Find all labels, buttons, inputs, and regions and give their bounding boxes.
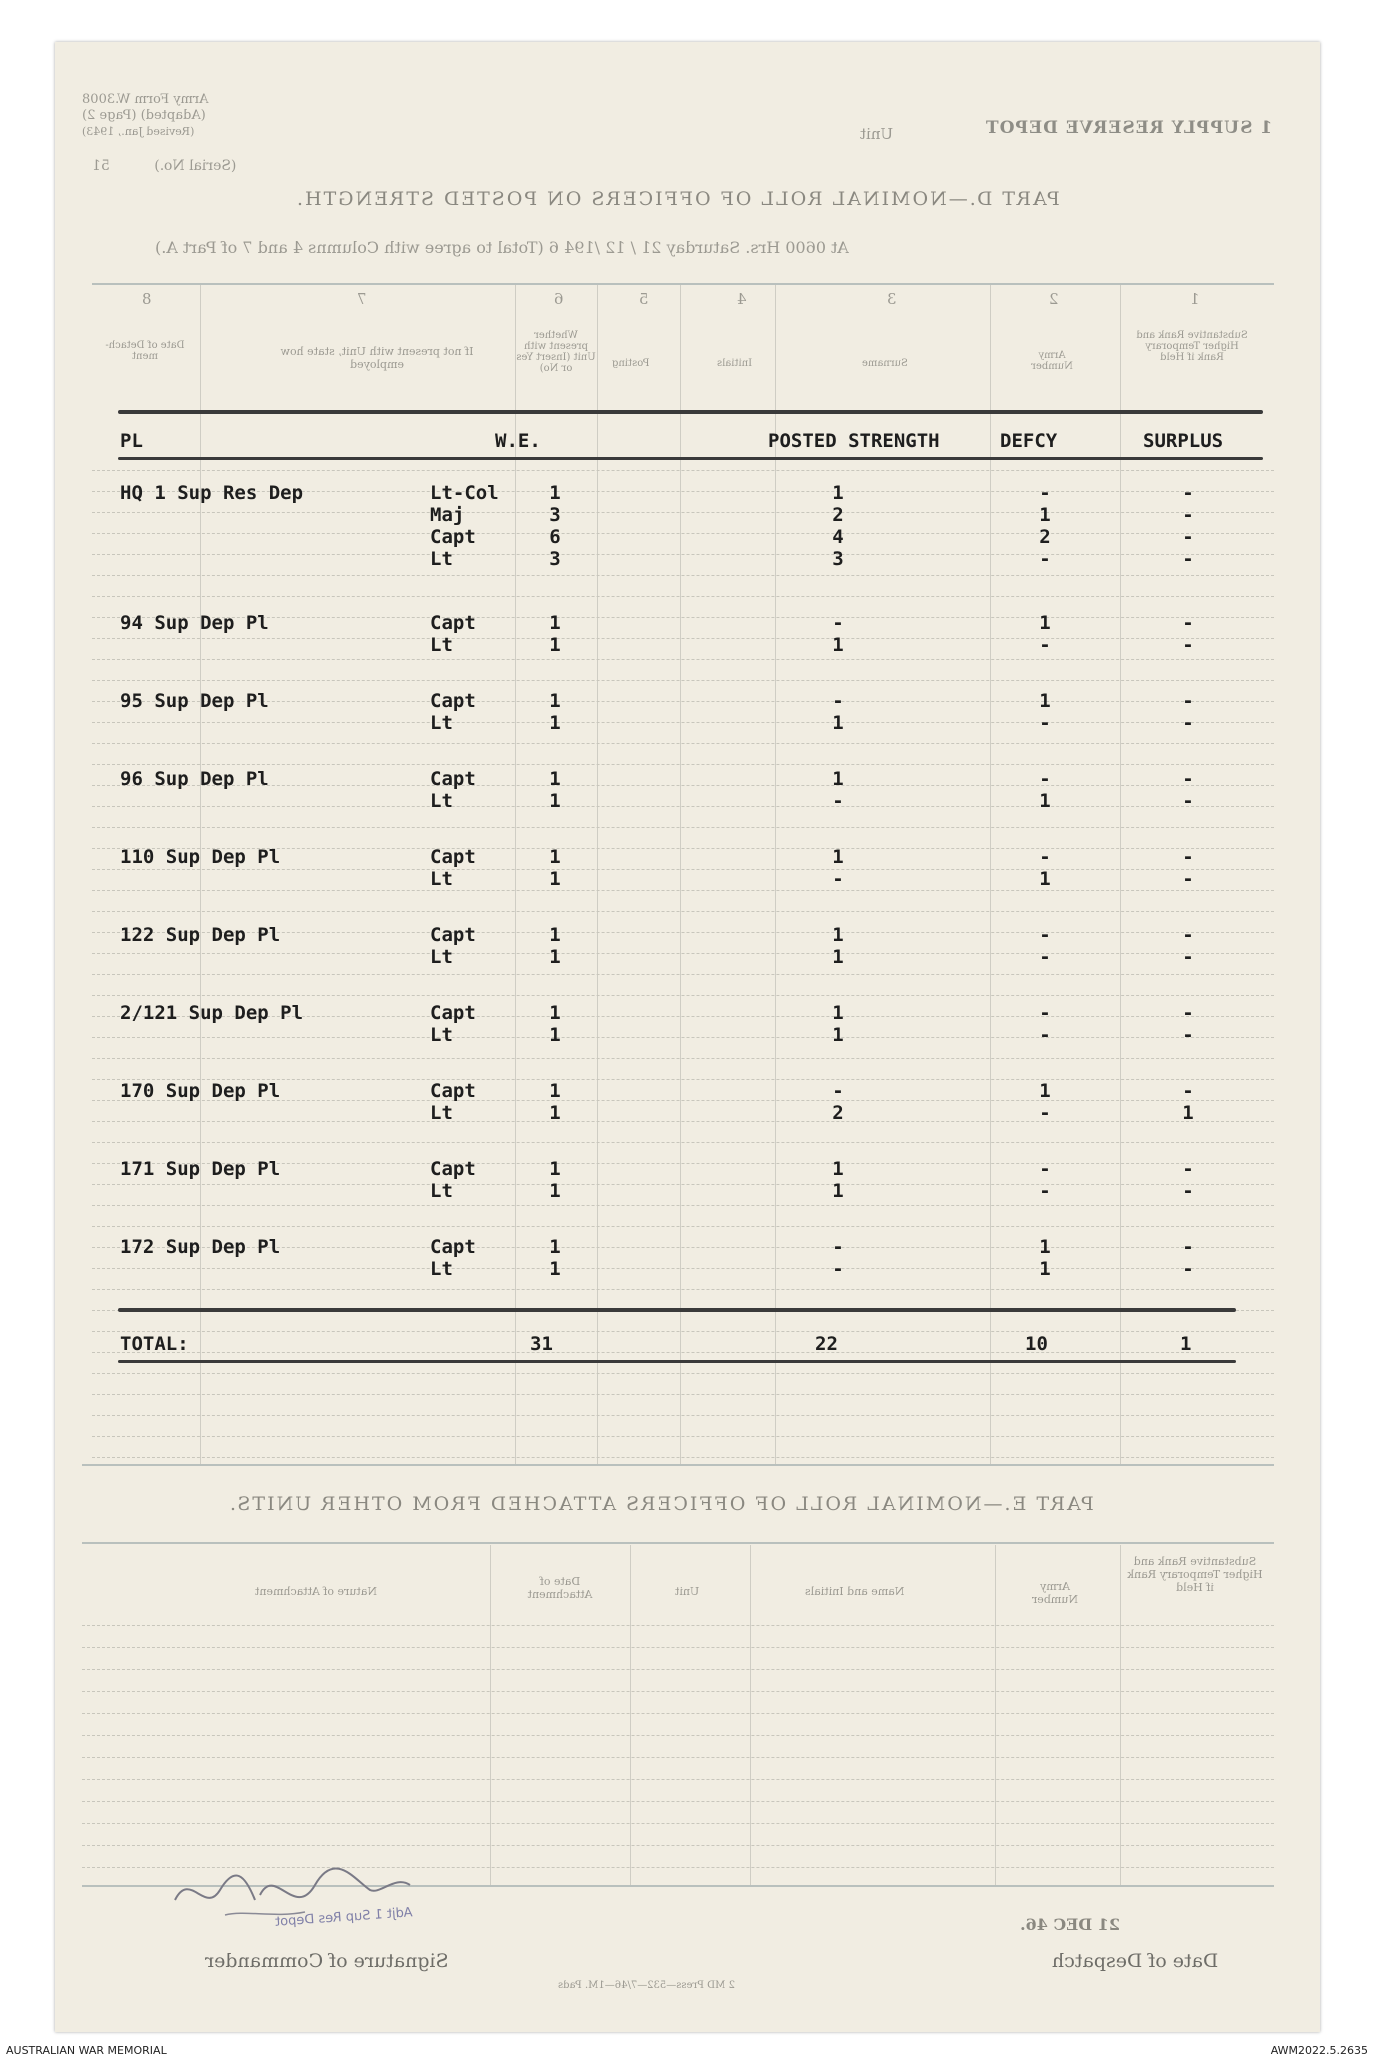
- surplus-cell: -: [1182, 946, 1194, 968]
- col-num-6: 6: [554, 290, 564, 308]
- posted-cell: 1: [832, 768, 844, 790]
- rank-cell: Capt: [430, 1002, 476, 1024]
- col-label-how-employed: If not present with Unit, state how employed: [280, 345, 474, 371]
- we-cell: 1: [549, 690, 561, 712]
- serial-number: [92, 158, 236, 174]
- part-e-row-line: [82, 1735, 1274, 1736]
- unit-name: 170 Sup Dep Pl: [120, 1080, 281, 1102]
- table-row-line: [92, 995, 1274, 996]
- surplus-cell: -: [1182, 1258, 1194, 1280]
- printer-imprint: 2 MD Press—532—7/46—1M. Pads: [558, 1980, 735, 1991]
- posted-cell: -: [832, 1080, 844, 1102]
- rank-cell: Capt: [430, 924, 476, 946]
- defcy-cell: -: [1039, 1002, 1051, 1024]
- rank-cell: Capt: [430, 612, 476, 634]
- unit-name: 122 Sup Dep Pl: [120, 924, 281, 946]
- we-cell: 1: [549, 712, 561, 734]
- surplus-cell: -: [1182, 690, 1194, 712]
- table-row-line: [92, 701, 1274, 702]
- col-label-present: Whether present with Unit (Insert Yes or No): [516, 330, 596, 374]
- table-row-line: [92, 596, 1274, 597]
- table-row-line: [92, 1268, 1274, 1269]
- part-d-title: PART D.—NOMINAL ROLL OF OFFICERS ON POSTED STRENGTH.: [295, 188, 1060, 210]
- col-rule-4: [680, 285, 681, 1465]
- totals-bottom-rule: [118, 1360, 1236, 1363]
- table-row-line: [92, 638, 1274, 639]
- rank-cell: Lt: [430, 1024, 453, 1046]
- table-row-line: [92, 1394, 1274, 1395]
- we-cell: 1: [549, 1080, 561, 1102]
- col-num-7: 7: [357, 290, 367, 308]
- posted-cell: 1: [832, 1158, 844, 1180]
- we-cell: 1: [549, 482, 561, 504]
- defcy-cell: 1: [1039, 690, 1051, 712]
- e-col-rank: Substantive Rank and Higher Temporary Rank if Held: [1127, 1555, 1263, 1594]
- part-e-row-line: [82, 1823, 1274, 1824]
- e-col-army-number: Army Number: [1032, 1580, 1078, 1606]
- defcy-cell: -: [1039, 946, 1051, 968]
- unit-value: 1 SUPPLY RESERVE DEPOT: [985, 118, 1273, 138]
- table-row-line: [92, 512, 1274, 513]
- table-row-line: [92, 911, 1274, 912]
- rank-cell: Lt: [430, 946, 453, 968]
- part-e-row-line: [82, 1845, 1274, 1846]
- unit-name: 94 Sup Dep Pl: [120, 612, 269, 634]
- we-cell: 1: [549, 846, 561, 868]
- posted-cell: 1: [832, 482, 844, 504]
- rank-cell: Lt-Col: [430, 482, 499, 504]
- totals-label: TOTAL:: [120, 1333, 189, 1355]
- rank-cell: Lt: [430, 634, 453, 656]
- posted-cell: 2: [832, 504, 844, 526]
- we-cell: 1: [549, 1180, 561, 1202]
- e-col-name: Name and Initials: [805, 1585, 905, 1598]
- defcy-cell: 1: [1039, 868, 1051, 890]
- defcy-cell: -: [1039, 712, 1051, 734]
- e-col-unit: Unit: [675, 1585, 700, 1598]
- rank-cell: Lt: [430, 1180, 453, 1202]
- unit-name: 171 Sup Dep Pl: [120, 1158, 281, 1180]
- we-cell: 1: [549, 924, 561, 946]
- col-num-5: 5: [639, 290, 649, 308]
- table-row-line: [92, 1289, 1274, 1290]
- posted-cell: -: [832, 790, 844, 812]
- e-col-rule-1: [490, 1545, 491, 1885]
- surplus-cell: -: [1182, 526, 1194, 548]
- posted-cell: -: [832, 1236, 844, 1258]
- we-cell: 1: [549, 1102, 561, 1124]
- defcy-cell: -: [1039, 1102, 1051, 1124]
- e-col-rule-4: [995, 1545, 996, 1885]
- surplus-cell: -: [1182, 504, 1194, 526]
- we-cell: 1: [549, 946, 561, 968]
- unit-name: 2/121 Sup Dep Pl: [120, 1002, 304, 1024]
- totals-we: 31: [530, 1333, 553, 1355]
- totals-defcy: 10: [1025, 1333, 1048, 1355]
- rank-cell: Maj: [430, 504, 465, 526]
- form-ref-line: Army Form W.3008: [82, 92, 209, 107]
- rank-cell: Capt: [430, 690, 476, 712]
- table-row-line: [92, 575, 1274, 576]
- table-row-line: [92, 1457, 1274, 1458]
- posted-cell: -: [832, 1258, 844, 1280]
- form-adapted-line: (Adapted) (Page 2): [82, 108, 206, 123]
- part-d-end-rule: [82, 1464, 1274, 1466]
- surplus-cell: -: [1182, 712, 1194, 734]
- part-e-row-line: [82, 1779, 1274, 1780]
- table-row-line: [92, 1058, 1274, 1059]
- we-cell: 1: [549, 1002, 561, 1024]
- surplus-cell: -: [1182, 1180, 1194, 1202]
- we-cell: 1: [549, 1024, 561, 1046]
- e-col-nature: Nature of Attachment: [255, 1585, 377, 1598]
- table-row-line: [92, 554, 1274, 555]
- rank-cell: Lt: [430, 1102, 453, 1124]
- unit-name: 172 Sup Dep Pl: [120, 1236, 281, 1258]
- table-row-line: [92, 680, 1274, 681]
- defcy-cell: -: [1039, 482, 1051, 504]
- col-label-posting: Posting: [612, 358, 650, 369]
- we-cell: 1: [549, 1236, 561, 1258]
- totals-surplus: 1: [1180, 1333, 1192, 1355]
- we-cell: 1: [549, 1158, 561, 1180]
- rank-cell: Capt: [430, 768, 476, 790]
- surplus-cell: -: [1182, 790, 1194, 812]
- e-col-rule-5: [1120, 1545, 1121, 1885]
- we-cell: 3: [549, 548, 561, 570]
- surplus-cell: -: [1182, 1236, 1194, 1258]
- table-row-line: [92, 1352, 1274, 1353]
- posted-cell: 1: [832, 1180, 844, 1202]
- table-row-line: [92, 764, 1274, 765]
- part-e-row-line: [82, 1625, 1274, 1626]
- defcy-cell: -: [1039, 1024, 1051, 1046]
- col-rule-7: [1120, 285, 1121, 1465]
- posted-cell: 1: [832, 712, 844, 734]
- col-label-army-number: Army Number: [1031, 350, 1073, 372]
- table-row-line: [92, 1373, 1274, 1374]
- surplus-cell: -: [1182, 846, 1194, 868]
- col-num-8: 8: [142, 290, 152, 308]
- surplus-cell: -: [1182, 634, 1194, 656]
- col-label-detachment: Date of Detach-ment: [105, 340, 185, 362]
- despatch-date-label: Date of Despatch: [1052, 1950, 1219, 1972]
- col-label-surname: Surname: [862, 358, 908, 369]
- rank-cell: Capt: [430, 1236, 476, 1258]
- posted-cell: 1: [832, 946, 844, 968]
- defcy-cell: -: [1039, 1158, 1051, 1180]
- surplus-cell: -: [1182, 1002, 1194, 1024]
- surplus-cell: -: [1182, 868, 1194, 890]
- we-cell: 1: [549, 634, 561, 656]
- we-cell: 1: [549, 768, 561, 790]
- posted-cell: 1: [832, 846, 844, 868]
- rank-cell: Lt: [430, 548, 453, 570]
- part-e-title: PART E.—NOMINAL ROLL OF OFFICERS ATTACHED FROM OTHER UNITS.: [228, 1493, 1094, 1515]
- heading-we: W.E.: [495, 430, 541, 452]
- part-e-row-line: [82, 1691, 1274, 1692]
- table-row-line: [92, 1436, 1274, 1437]
- e-col-rule-3: [750, 1545, 751, 1885]
- table-row-line: [92, 659, 1274, 660]
- we-cell: 3: [549, 504, 561, 526]
- table-row-line: [92, 743, 1274, 744]
- table-row-line: [92, 617, 1274, 618]
- defcy-cell: -: [1039, 1180, 1051, 1202]
- table-row-line: [92, 1331, 1274, 1332]
- part-e-row-line: [82, 1669, 1274, 1670]
- surplus-cell: -: [1182, 768, 1194, 790]
- posted-cell: 1: [832, 924, 844, 946]
- surplus-cell: -: [1182, 482, 1194, 504]
- col-label-rank: Substantive Rank and Higher Temporary Rank if Held: [1136, 330, 1248, 363]
- col-num-1: 1: [1190, 290, 1200, 308]
- posted-cell: -: [832, 868, 844, 890]
- adjutant-stamp: Adjt 1 Sup Res Depot: [274, 1905, 414, 1930]
- posted-cell: 1: [832, 634, 844, 656]
- col-rule-2: [515, 285, 516, 1465]
- table-row-line: [92, 827, 1274, 828]
- surplus-cell: -: [1182, 1080, 1194, 1102]
- part-e-row-line: [82, 1713, 1274, 1714]
- part-e-row-line: [82, 1647, 1274, 1648]
- col-rule-5: [775, 285, 776, 1465]
- unit-name: 110 Sup Dep Pl: [120, 846, 281, 868]
- table-row-line: [92, 1037, 1274, 1038]
- posted-cell: 2: [832, 1102, 844, 1124]
- despatch-date-value: 21 DEC 46.: [1020, 1915, 1121, 1934]
- table-row-line: [92, 1121, 1274, 1122]
- footer-source: AUSTRALIAN WAR MEMORIAL: [6, 2044, 167, 2057]
- posted-cell: 3: [832, 548, 844, 570]
- surplus-cell: -: [1182, 612, 1194, 634]
- defcy-cell: 1: [1039, 1080, 1051, 1102]
- posted-cell: 4: [832, 526, 844, 548]
- defcy-cell: 2: [1039, 526, 1051, 548]
- we-cell: 6: [549, 526, 561, 548]
- unit-name: 95 Sup Dep Pl: [120, 690, 269, 712]
- heading-underline: [118, 457, 1263, 460]
- serial-value: 51: [92, 158, 110, 174]
- footer-accession: AWM2022.5.2635: [1270, 2044, 1368, 2057]
- col-label-initials: Initials: [717, 358, 753, 369]
- table-row-line: [92, 722, 1274, 723]
- we-cell: 1: [549, 612, 561, 634]
- unit-label: Unit: [860, 125, 894, 143]
- rank-cell: Capt: [430, 1080, 476, 1102]
- surplus-cell: 1: [1182, 1102, 1194, 1124]
- col-num-4: 4: [737, 290, 747, 308]
- defcy-cell: 1: [1039, 504, 1051, 526]
- surplus-cell: -: [1182, 924, 1194, 946]
- form-revised-line: (Revised Jan., 1943): [82, 125, 195, 138]
- table-row-line: [92, 1142, 1274, 1143]
- rank-cell: Lt: [430, 1258, 453, 1280]
- table-row-line: [92, 974, 1274, 975]
- posted-cell: 1: [832, 1024, 844, 1046]
- date-line: At 0600 Hrs. Saturday 21 / 12 /194 6 (Total to agree with Columns 4 and 7 of Part A.): [155, 238, 849, 257]
- defcy-cell: -: [1039, 924, 1051, 946]
- defcy-cell: 1: [1039, 1258, 1051, 1280]
- defcy-cell: 1: [1039, 612, 1051, 634]
- rank-cell: Capt: [430, 1158, 476, 1180]
- rank-cell: Capt: [430, 846, 476, 868]
- we-cell: 1: [549, 790, 561, 812]
- totals-posted: 22: [815, 1333, 838, 1355]
- rank-cell: Capt: [430, 526, 476, 548]
- form-reference: [82, 92, 252, 140]
- header-top-rule: [92, 283, 1274, 285]
- unit-name: HQ 1 Sup Res Dep: [120, 482, 304, 504]
- defcy-cell: 1: [1039, 1236, 1051, 1258]
- surplus-cell: -: [1182, 1024, 1194, 1046]
- table-row-line: [92, 869, 1274, 870]
- defcy-cell: 1: [1039, 790, 1051, 812]
- defcy-cell: -: [1039, 634, 1051, 656]
- col-rule-1: [200, 285, 201, 1465]
- serial-label: (Serial No.): [154, 158, 237, 174]
- table-row-line: [92, 953, 1274, 954]
- heading-surplus: SURPLUS: [1143, 430, 1224, 452]
- surplus-cell: -: [1182, 1158, 1194, 1180]
- totals-top-rule: [118, 1308, 1236, 1312]
- table-row-line: [92, 806, 1274, 807]
- we-cell: 1: [549, 868, 561, 890]
- surplus-cell: -: [1182, 548, 1194, 570]
- unit-name: 96 Sup Dep Pl: [120, 768, 269, 790]
- defcy-cell: -: [1039, 768, 1051, 790]
- col-num-3: 3: [887, 290, 897, 308]
- col-rule-3: [597, 285, 598, 1465]
- table-row-line: [92, 470, 1274, 471]
- posted-cell: 1: [832, 1002, 844, 1024]
- heading-defcy: DEFCY: [1000, 430, 1058, 452]
- posted-cell: -: [832, 690, 844, 712]
- we-cell: 1: [549, 1258, 561, 1280]
- table-row-line: [92, 533, 1274, 534]
- rank-cell: Lt: [430, 868, 453, 890]
- table-row-line: [92, 785, 1274, 786]
- heading-posted-strength: POSTED STRENGTH: [768, 430, 940, 452]
- posted-cell: -: [832, 612, 844, 634]
- col-num-2: 2: [1049, 290, 1059, 308]
- part-e-row-line: [82, 1757, 1274, 1758]
- rank-cell: Lt: [430, 790, 453, 812]
- column-header-row: [92, 290, 1274, 410]
- defcy-cell: -: [1039, 846, 1051, 868]
- table-row-line: [92, 1226, 1274, 1227]
- heading-pl: PL: [120, 430, 143, 452]
- defcy-cell: -: [1039, 548, 1051, 570]
- header-heavy-rule: [118, 410, 1263, 414]
- signature-label: Signature of Commander: [205, 1950, 449, 1972]
- part-e-row-line: [82, 1801, 1274, 1802]
- table-row-line: [92, 1205, 1274, 1206]
- e-col-date: Date of Attachment: [527, 1575, 593, 1601]
- col-rule-6: [990, 285, 991, 1465]
- e-col-rule-2: [630, 1545, 631, 1885]
- rank-cell: Lt: [430, 712, 453, 734]
- table-row-line: [92, 1415, 1274, 1416]
- table-row-line: [92, 1184, 1274, 1185]
- table-row-line: [92, 890, 1274, 891]
- part-e-top-rule: [82, 1542, 1274, 1544]
